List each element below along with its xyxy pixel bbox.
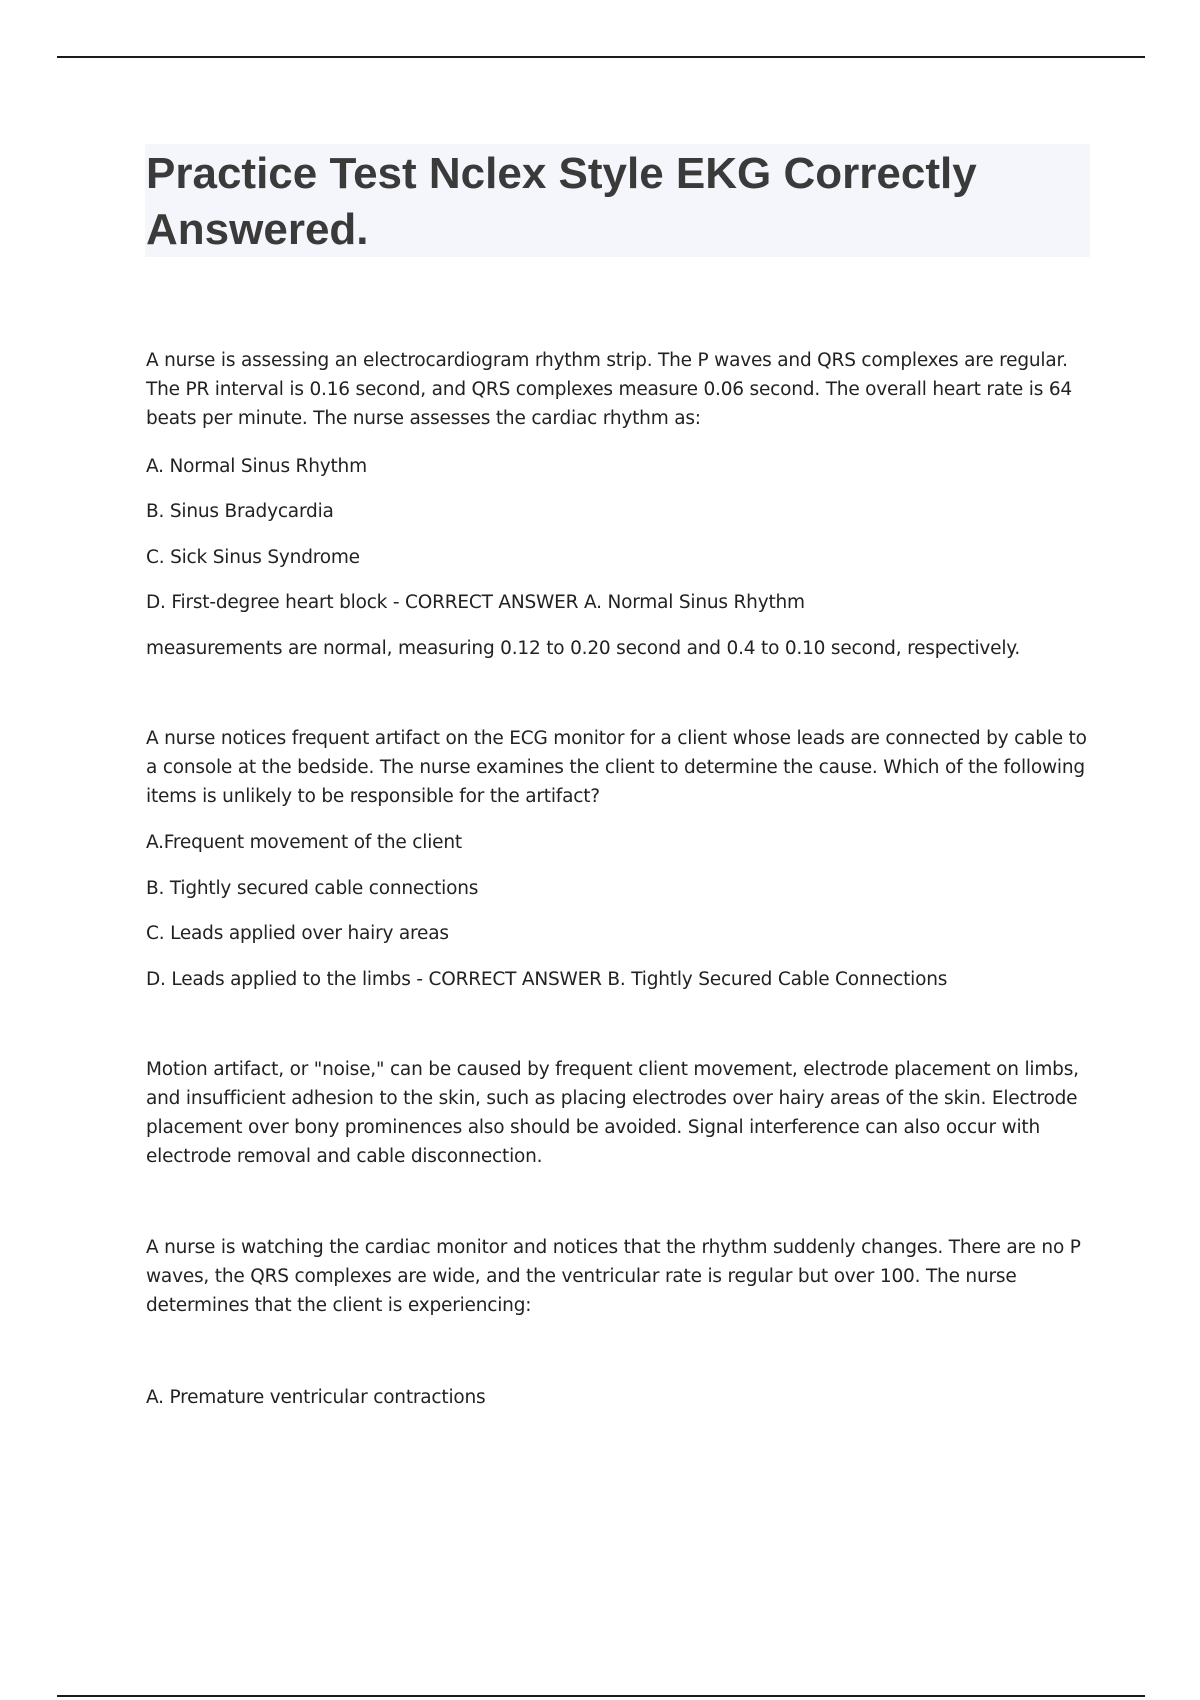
question-2-option-d-answer: D. Leads applied to the limbs - CORRECT ANSWER B. Tightly Secured Cable Connections — [146, 969, 948, 990]
question-2-stem: A nurse notices frequent artifact on the ECG monitor for a client whose leads are connected by cable to a console at the bedside. The nurse examines the client to determine the cause. Which of the following items is unlikely to be responsible for the artifact? — [146, 728, 1087, 807]
header-rule — [57, 56, 1145, 58]
question-2-option-c: C. Leads applied over hairy areas — [146, 923, 449, 944]
question-2-rationale: Motion artifact, or "noise," can be caused by frequent client movement, electrode placement on limbs, and insufficient adhesion to the skin, such as placing electrodes over hairy areas of the skin. Electrode placement over bony prominences also should be avoided. Signal interference can also occur with electrode removal and cable disconnection. — [146, 1059, 1079, 1167]
question-1-rationale: measurements are normal, measuring 0.12 to 0.20 second and 0.4 to 0.10 second, respectively. — [146, 638, 1021, 659]
question-1-option-b: B. Sinus Bradycardia — [146, 501, 334, 522]
question-2-option-a: A.Frequent movement of the client — [146, 832, 462, 853]
page-title: Practice Test Nclex Style EKG Correctly Answered. — [146, 149, 977, 254]
question-1-stem: A nurse is assessing an electrocardiogram rhythm strip. The P waves and QRS complexes are regular. The PR interval is 0.16 second, and QRS complexes measure 0.06 second. The overall heart rate is 64 beats per minute. The nurse assesses the cardiac rhythm as: — [146, 350, 1072, 429]
question-1-option-a: A. Normal Sinus Rhythm — [146, 456, 367, 477]
question-3-stem: A nurse is watching the cardiac monitor and notices that the rhythm suddenly changes. There are no P waves, the QRS complexes are wide, and the ventricular rate is regular but over 100. The nurse determines that the client is experiencing: — [146, 1237, 1081, 1316]
question-1-option-c: C. Sick Sinus Syndrome — [146, 547, 360, 568]
question-2-option-b: B. Tightly secured cable connections — [146, 878, 479, 899]
question-3-option-a: A. Premature ventricular contractions — [146, 1387, 486, 1408]
question-1-option-d-answer: D. First-degree heart block - CORRECT ANSWER A. Normal Sinus Rhythm — [146, 592, 805, 613]
footer-rule — [57, 1695, 1145, 1697]
